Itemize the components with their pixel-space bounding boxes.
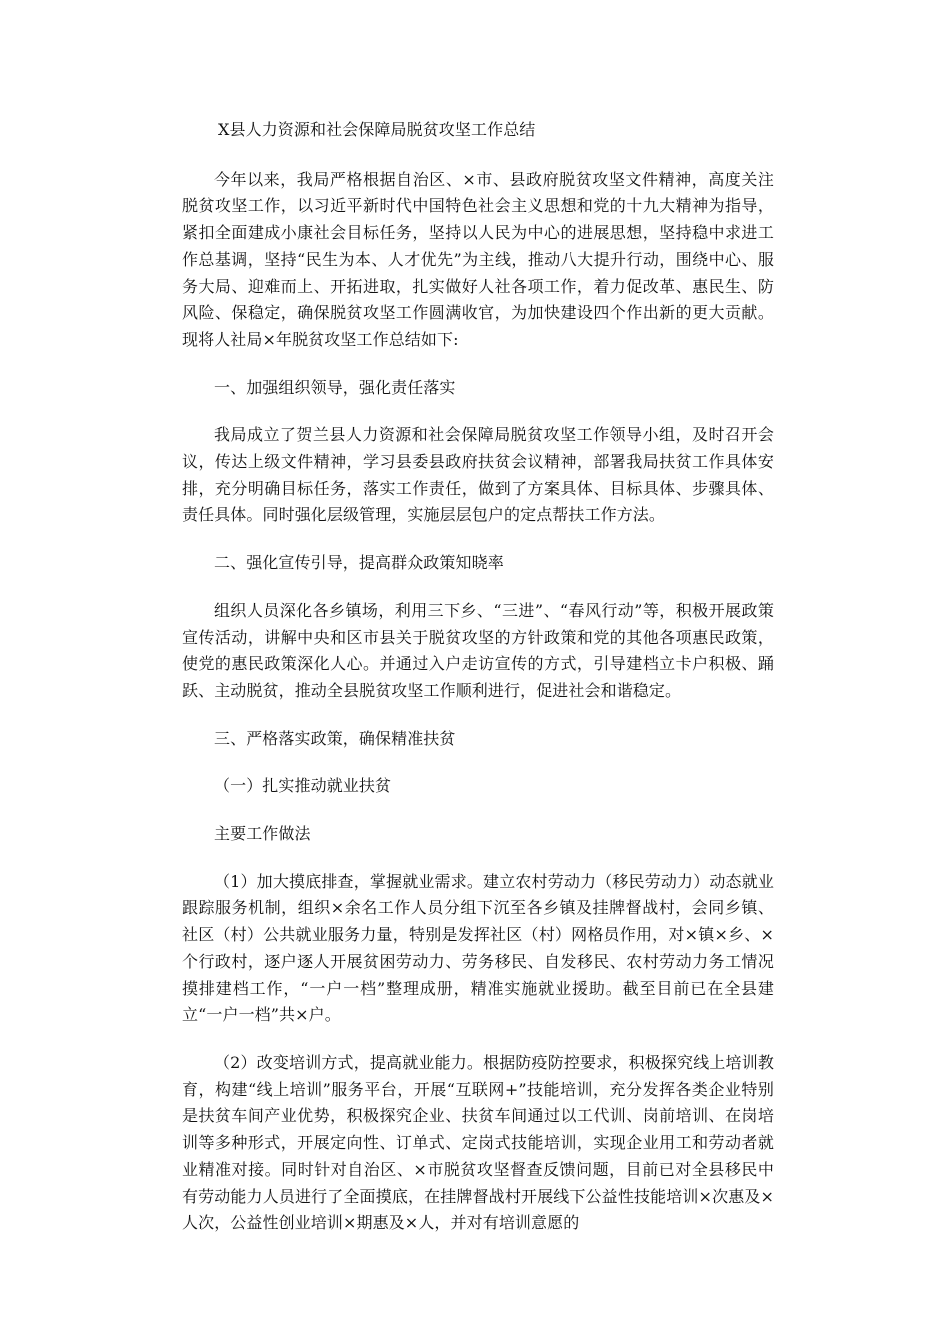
document-title: X县人力资源和社会保障局脱贫攻坚工作总结 bbox=[218, 120, 536, 139]
section-heading-3: 三、严格落实政策，确保精准扶贫 bbox=[214, 728, 456, 748]
section-heading-1: 一、加强组织领导，强化责任落实 bbox=[214, 377, 456, 397]
document-body bbox=[182, 117, 774, 1258]
section-heading-2: 二、强化宣传引导，提高群众政策知晓率 bbox=[214, 553, 504, 573]
methods-heading: 主要工作做法 bbox=[214, 824, 311, 844]
item-paragraph-2: （2）改变培训方式，提高就业能力。根据防疫防控要求，积极探究线上培训教育，构建“线上培训”服务平台，开展“互联网+”技能培训，充分发挥各类企业特别是扶贫车间产业优势，积极探究企业、扶贫车间通过以工代训、岗前培训、在岗培训等多种形式，开展定向性、订单式、定岗式技能培训，实现企业用工和劳动者就业精准对接。同时针对自治区、×市脱贫攻坚督查反馈问题，目前已对全县移民中有劳动能力人员进行了全面摸底，在挂牌督战村开展线下公益性技能培训×次惠及×人次，公益性创业培训×期惠及×人，并对有培训意愿的 bbox=[182, 1052, 774, 1233]
subsection-heading-1: （一）扎实推动就业扶贫 bbox=[214, 776, 392, 796]
intro-paragraph: 今年以来，我局严格根据自治区、×市、县政府脱贫攻坚文件精神，高度关注脱贫攻坚工作，以习近平新时代中国特色社会主义思想和党的十九大精神为指导，紧扣全面建成小康社会目标任务，坚持以人民为中心的进展思想，坚持稳中求进工作总基调，坚持“民生为本、人才优先”为主线，推动八大提升行动，围绕中心、服务大局、迎难而上、开拓进取，扎实做好人社各项工作，着力促改革、惠民生、防风险、保稳定，确保脱贫攻坚工作圆满收官，为加快建设四个作出新的更大贡献。现将人社局×年脱贫攻坚工作总结如下: bbox=[182, 169, 774, 349]
item-paragraph-1: （1）加大摸底排查，掌握就业需求。建立农村劳动力（移民劳动力）动态就业跟踪服务机制，组织×余名工作人员分组下沉至各乡镇及挂牌督战村，会同乡镇、社区（村）公共就业服务力量，特别是发挥社区（村）网格员作用，对×镇×乡、×个行政村，逐户逐人开展贫困劳动力、劳务移民、自发移民、农村劳动力务工情况摸排建档工作，“一户一档”整理成册，精准实施就业援助。截至目前已在全县建立“一户一档”共×户。 bbox=[182, 871, 774, 1025]
section-paragraph-2: 组织人员深化各乡镇场，利用三下乡、“三进”、“春风行动”等，积极开展政策宣传活动，讲解中央和区市县关于脱贫攻坚的方针政策和党的其他各项惠民政策，使党的惠民政策深化人心。并通过入户走访宣传的方式，引导建档立卡户积极、踊跃、主动脱贫，推动全县脱贫攻坚工作顺利进行，促进社会和谐稳定。 bbox=[182, 600, 774, 700]
section-paragraph-1: 我局成立了贺兰县人力资源和社会保障局脱贫攻坚工作领导小组，及时召开会议，传达上级文件精神，学习县委县政府扶贫会议精神，部署我局扶贫工作具体安排，充分明确目标任务，落实工作责任，做到了方案具体、目标具体、步骤具体、责任具体。同时强化层级管理，实施层层包户的定点帮扶工作方法。 bbox=[182, 425, 774, 525]
